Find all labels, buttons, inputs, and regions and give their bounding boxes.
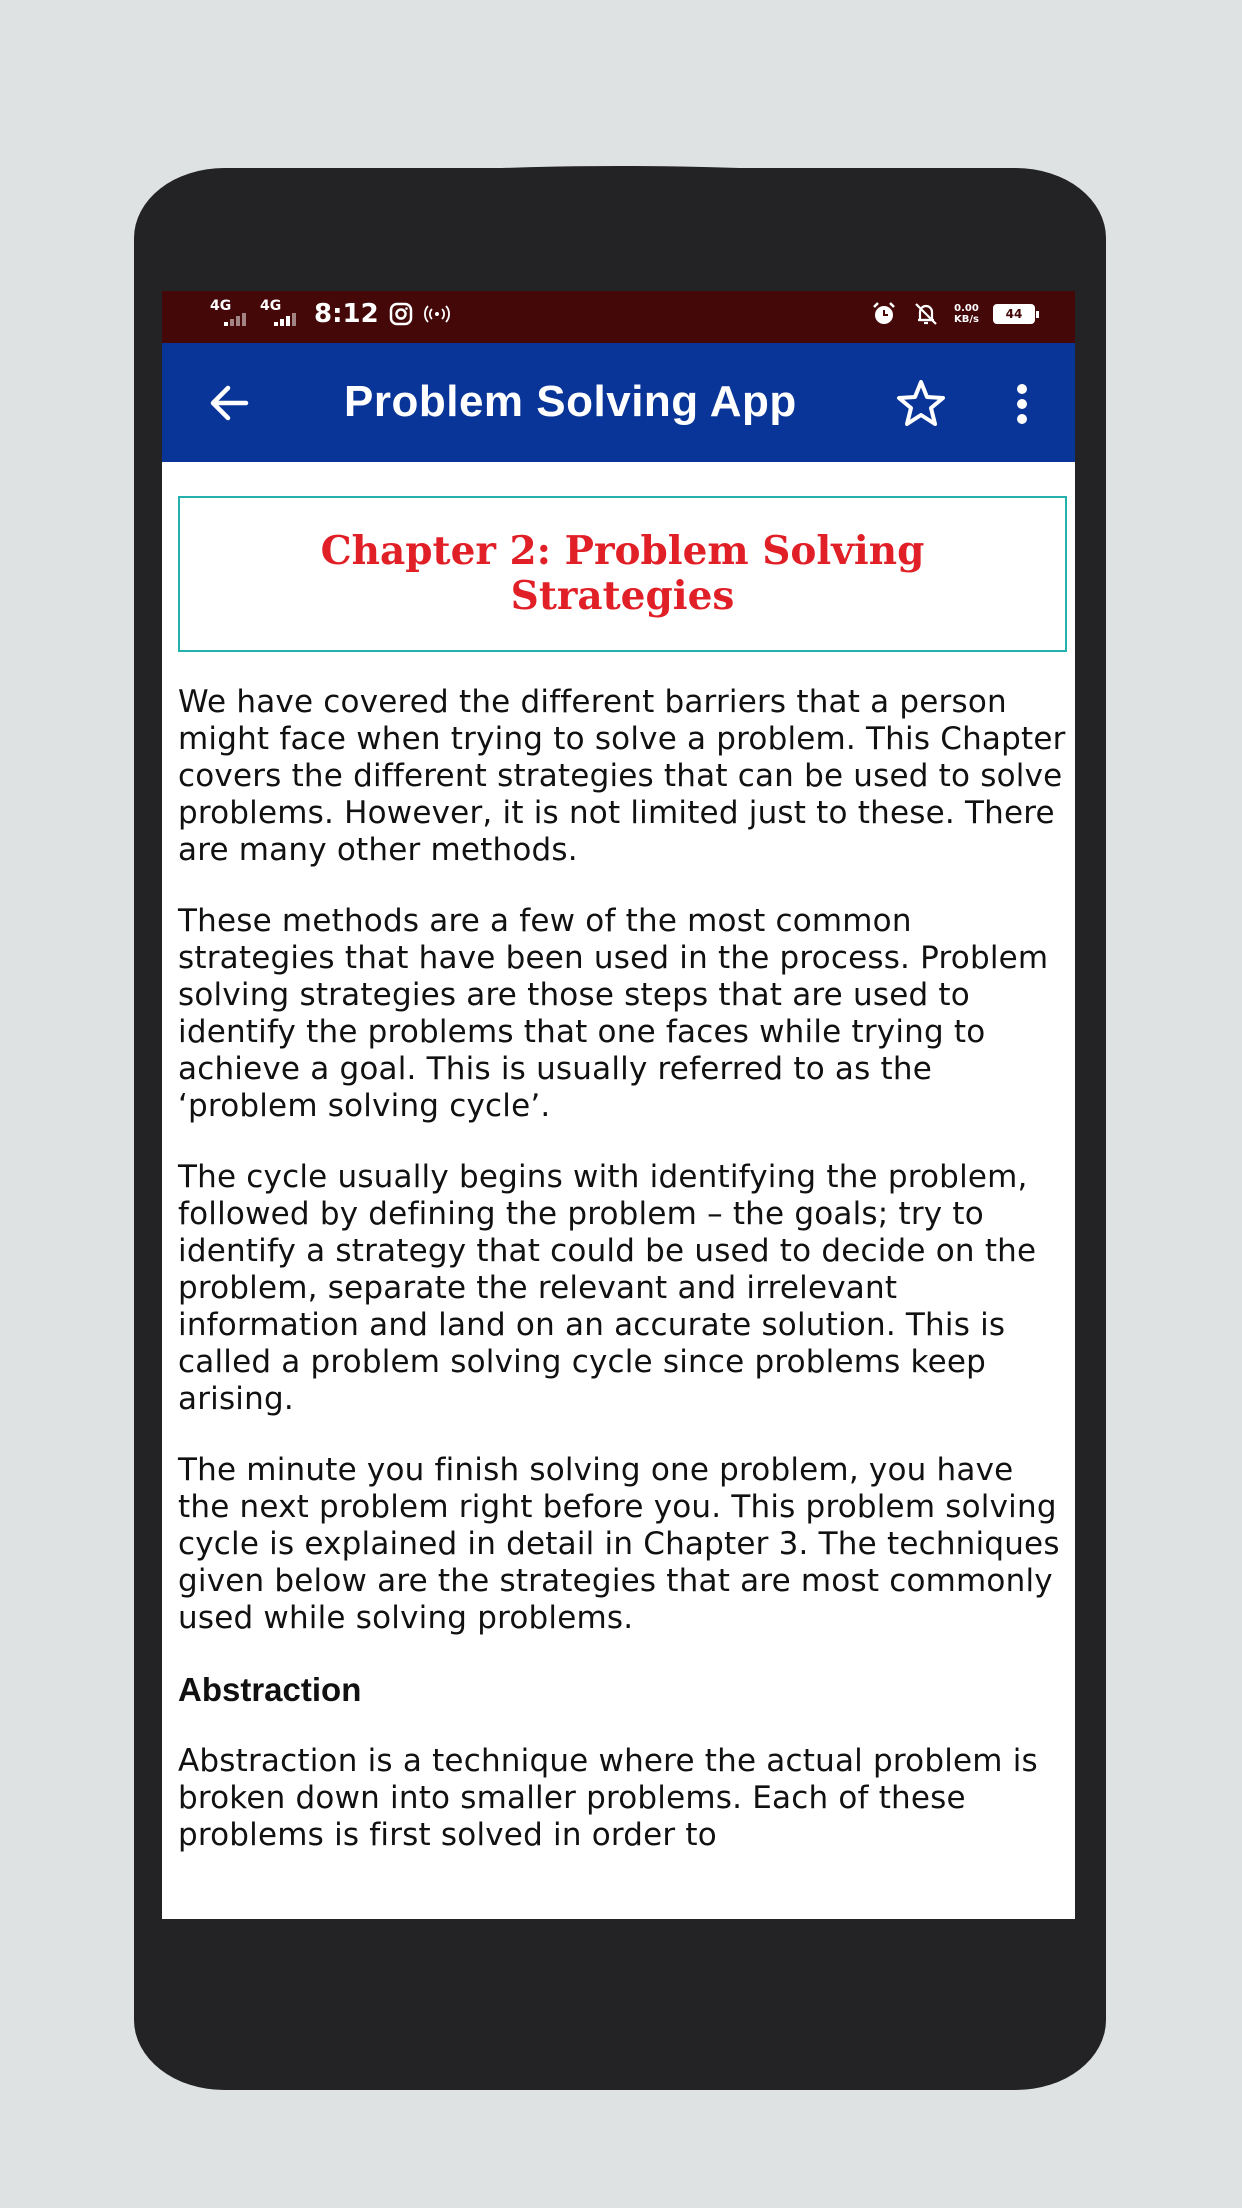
network-type-2: 4G: [260, 298, 282, 314]
paragraph-4: The minute you finish solving one problem, you have the next problem right before you. This problem solving cycle is explained in detail in Chapter 3. The techniques given below are the strategies that are most commonly used while solving problems.: [178, 1452, 1060, 1636]
section-paragraph: Abstraction is a technique where the actual problem is broken down into smaller problems. Each of these problems is first solved in order to: [178, 1743, 1038, 1853]
paragraph-3: The cycle usually begins with identifying the problem, followed by defining the problem – the goals; try to identify a strategy that could be used to decide on the problem, separate the relevant and irrelevant information and land on an accurate solution. This is called a problem solving cycle since problems keep arising.: [178, 1159, 1037, 1417]
signal-2-icon: [260, 299, 300, 329]
instagram-icon: [389, 302, 413, 326]
chapter-content[interactable]: [162, 462, 1075, 1854]
chapter-header-box: [178, 496, 1067, 652]
status-left: [210, 299, 451, 329]
paragraph-2: These methods are a few of the most common strategies that have been used in the process. Problem solving strategies are those steps that are used to identify the problems that one faces while trying to achieve a goal. This is usually referred to as the ‘problem solving cycle’.: [178, 903, 1049, 1124]
signal-1-icon: [210, 299, 250, 329]
more-vert-icon[interactable]: [1002, 377, 1042, 431]
arrow-left-icon[interactable]: [202, 376, 256, 430]
status-bar: [162, 291, 1075, 343]
app-screen: [162, 291, 1075, 1919]
app-bar: [162, 343, 1075, 462]
network-speed: 0.00 KB/s: [954, 303, 979, 325]
status-right: [870, 300, 1035, 328]
battery-icon: [993, 304, 1035, 324]
status-time: 8:12: [314, 299, 379, 329]
section-heading-abstraction: Abstraction: [178, 1671, 362, 1708]
mute-icon: [912, 300, 940, 328]
paragraph-1: We have covered the different barriers that a person might face when trying to solve a problem. This Chapter covers the different strategies that can be used to solve problems. However, it is not limited just to these. There are many other methods.: [178, 684, 1066, 868]
app-title: Problem Solving App: [344, 377, 797, 426]
network-type-1: 4G: [210, 298, 232, 314]
alarm-icon: [870, 300, 898, 328]
hotspot-icon: [423, 304, 451, 324]
chapter-title: Chapter 2: Problem Solving Strategies: [320, 528, 925, 619]
star-outline-icon[interactable]: [894, 377, 948, 431]
battery-level: 44: [1005, 307, 1023, 321]
